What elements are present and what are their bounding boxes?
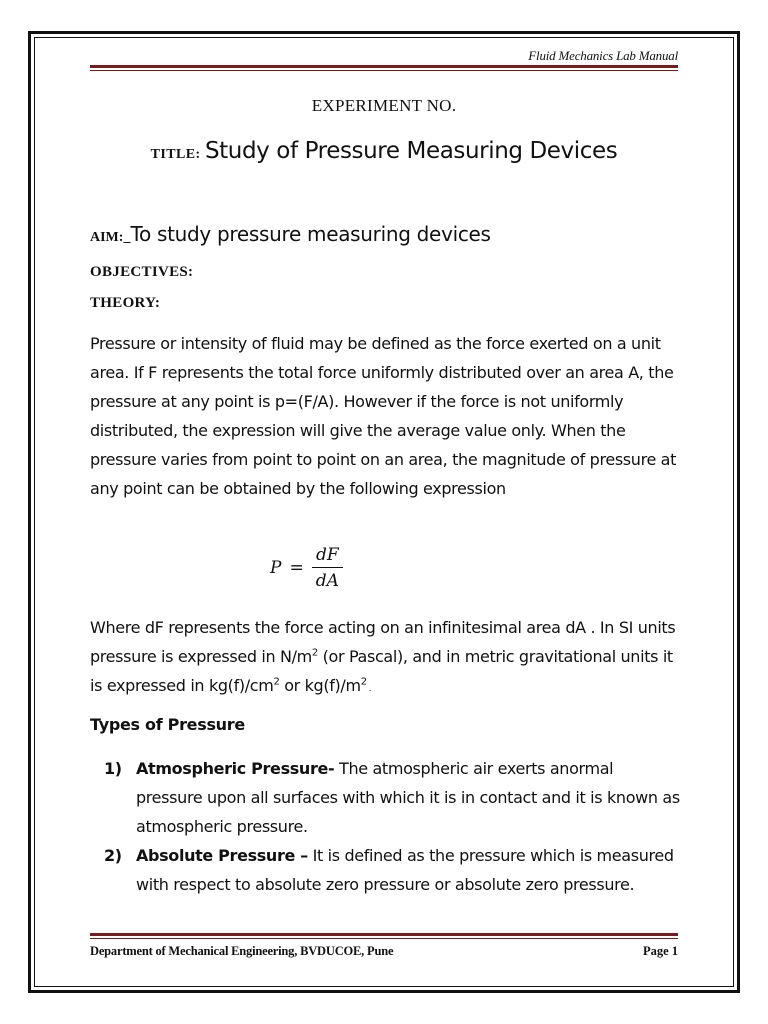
experiment-number: EXPERIMENT NO. bbox=[311, 96, 457, 115]
aim-text: To study pressure measuring devices bbox=[130, 222, 491, 246]
formula-lhs: P bbox=[270, 558, 282, 578]
theory-paragraph-1 bbox=[90, 329, 680, 503]
header-rule-thin bbox=[90, 70, 678, 71]
footer-rule-thin bbox=[90, 938, 678, 939]
list-item-number: 1) bbox=[104, 759, 122, 778]
list-item bbox=[104, 754, 684, 841]
pressure-formula bbox=[270, 545, 343, 591]
footer-rule-thick bbox=[90, 933, 678, 936]
list-item-term: Absolute Pressure – bbox=[136, 846, 308, 865]
list-item-desc: It is defined as the pressure which is measured with respect to absolute zero pressure or absolute zero pressure. bbox=[136, 846, 674, 894]
list-item bbox=[104, 841, 684, 899]
list-item-body bbox=[136, 841, 684, 899]
aim-underscore: _ bbox=[123, 230, 131, 245]
para2-end: . bbox=[366, 684, 372, 693]
footer-page-number: Page 1 bbox=[642, 944, 678, 958]
theory-paragraph-2-text bbox=[90, 613, 680, 703]
theory-paragraph-2 bbox=[90, 613, 680, 703]
para2-sup1: 2 bbox=[311, 647, 318, 659]
para2-part1: Where dF represents the force acting on an infinitesimal area dA . In SI units pressure is expressed in N/m bbox=[90, 618, 676, 666]
para2-part3: or kg(f)/m bbox=[279, 676, 361, 695]
formula-equals: = bbox=[289, 558, 304, 578]
header-rule-thick bbox=[90, 65, 678, 68]
objectives-heading: OBJECTIVES: bbox=[90, 264, 194, 280]
experiment-title-line bbox=[0, 138, 768, 164]
formula-fraction bbox=[312, 545, 343, 591]
list-item-term: Atmospheric Pressure- bbox=[136, 759, 335, 778]
para2-part2: (or Pascal), and in metric gravitational units it is expressed in kg(f)/cm bbox=[90, 647, 673, 695]
manual-title: Fluid Mechanics Lab Manual bbox=[528, 48, 678, 63]
para2-sup3: 2 bbox=[360, 676, 367, 688]
list-item-desc: The atmospheric air exerts anormal pressure upon all surfaces with which it is in contact and it is known as atmospheric pressure. bbox=[136, 759, 680, 836]
footer-department: Department of Mechanical Engineering, BVDUCOE, Pune bbox=[90, 944, 394, 958]
title-label: TITLE: bbox=[150, 147, 201, 162]
aim-line bbox=[90, 222, 491, 246]
para2-sup2: 2 bbox=[273, 676, 280, 688]
aim-label: AIM: bbox=[90, 230, 124, 245]
list-item-body bbox=[136, 754, 684, 841]
list-item-number: 2) bbox=[104, 846, 122, 865]
formula-denominator: dA bbox=[315, 571, 339, 591]
types-heading: Types of Pressure bbox=[90, 715, 245, 734]
theory-paragraph-1-text: Pressure or intensity of fluid may be defined as the force exerted on a unit area. If F represents the total force uniformly distributed over an area A, the pressure at any point is p=(F/A). However if the force is not uniformly distributed, the expression will give the average value only. When the pressure varies from point to point on an area, the magnitude of pressure at any point can be obtained by the following expression bbox=[90, 334, 677, 498]
formula-numerator: dF bbox=[312, 545, 343, 568]
theory-heading: THEORY: bbox=[90, 295, 161, 311]
experiment-title: Study of Pressure Measuring Devices bbox=[204, 138, 618, 164]
